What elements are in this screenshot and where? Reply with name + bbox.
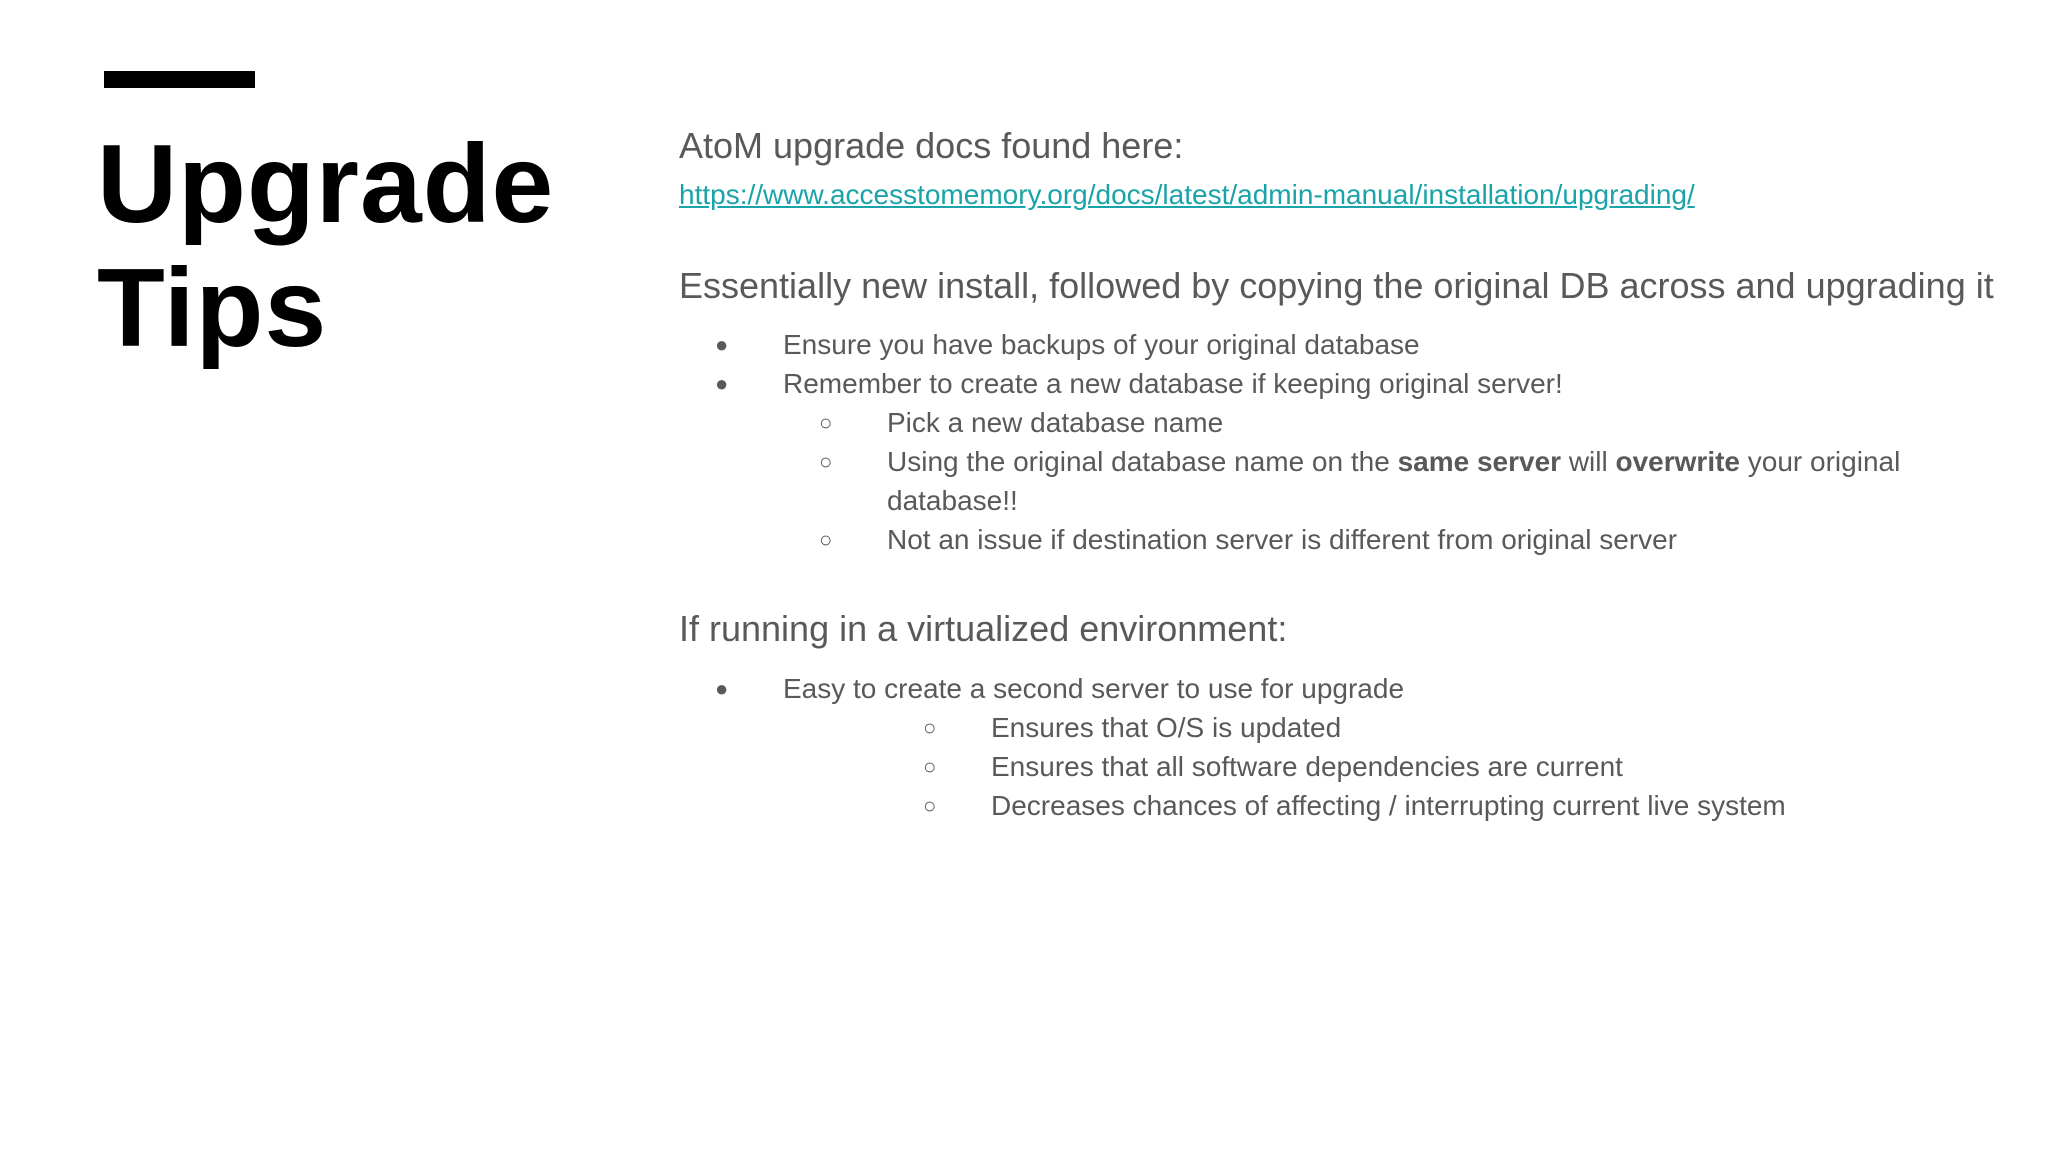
- bullet-marker: ●: [715, 332, 729, 357]
- title-line-2: Tips: [97, 246, 328, 370]
- sub-list-item: Not an issue if destination server is different from original server: [887, 524, 1678, 555]
- sub-bullet-marker: ○: [923, 793, 937, 818]
- title-accent-bar: [104, 71, 255, 88]
- list-item: Remember to create a new database if keeping original server!: [783, 368, 1563, 399]
- slide-title: [97, 122, 554, 370]
- list-item: Easy to create a second server to use for upgrade: [783, 673, 1405, 704]
- bullet-marker: ●: [715, 371, 729, 396]
- sub-list-item-warning: [887, 442, 1900, 481]
- sub-bullet-marker: ○: [819, 527, 833, 552]
- docs-link[interactable]: https://www.accesstomemory.org/docs/latest/admin-manual/installation/upgrading/: [679, 179, 1695, 210]
- section1-heading: Essentially new install, followed by copying the original DB across and upgrading it: [679, 265, 1994, 306]
- sub-list-item: Pick a new database name: [887, 407, 1224, 438]
- sub-list-item: Ensures that all software dependencies are current: [991, 751, 1623, 782]
- sub-list-item-continued: database!!: [887, 485, 1018, 516]
- section2-heading: If running in a virtualized environment:: [679, 608, 1288, 649]
- warning-text-b: will: [1561, 446, 1616, 477]
- sub-bullet-marker: ○: [819, 410, 833, 435]
- warning-bold-overwrite: overwrite: [1615, 446, 1740, 477]
- sub-list-item: Decreases chances of affecting / interrupting current live system: [991, 790, 1786, 821]
- sub-list-item: Ensures that O/S is updated: [991, 712, 1342, 743]
- docs-heading: AtoM upgrade docs found here:: [679, 125, 1184, 166]
- warning-bold-same-server: same server: [1397, 446, 1562, 477]
- sub-bullet-marker: ○: [923, 715, 937, 740]
- list-item: Ensure you have backups of your original database: [783, 329, 1420, 360]
- sub-bullet-marker: ○: [819, 449, 833, 474]
- title-line-1: Upgrade: [97, 122, 555, 246]
- warning-text-c: your original: [1740, 446, 1901, 477]
- sub-bullet-marker: ○: [923, 754, 937, 779]
- bullet-marker: ●: [715, 676, 729, 701]
- warning-text-a: Using the original database name on the: [887, 446, 1398, 477]
